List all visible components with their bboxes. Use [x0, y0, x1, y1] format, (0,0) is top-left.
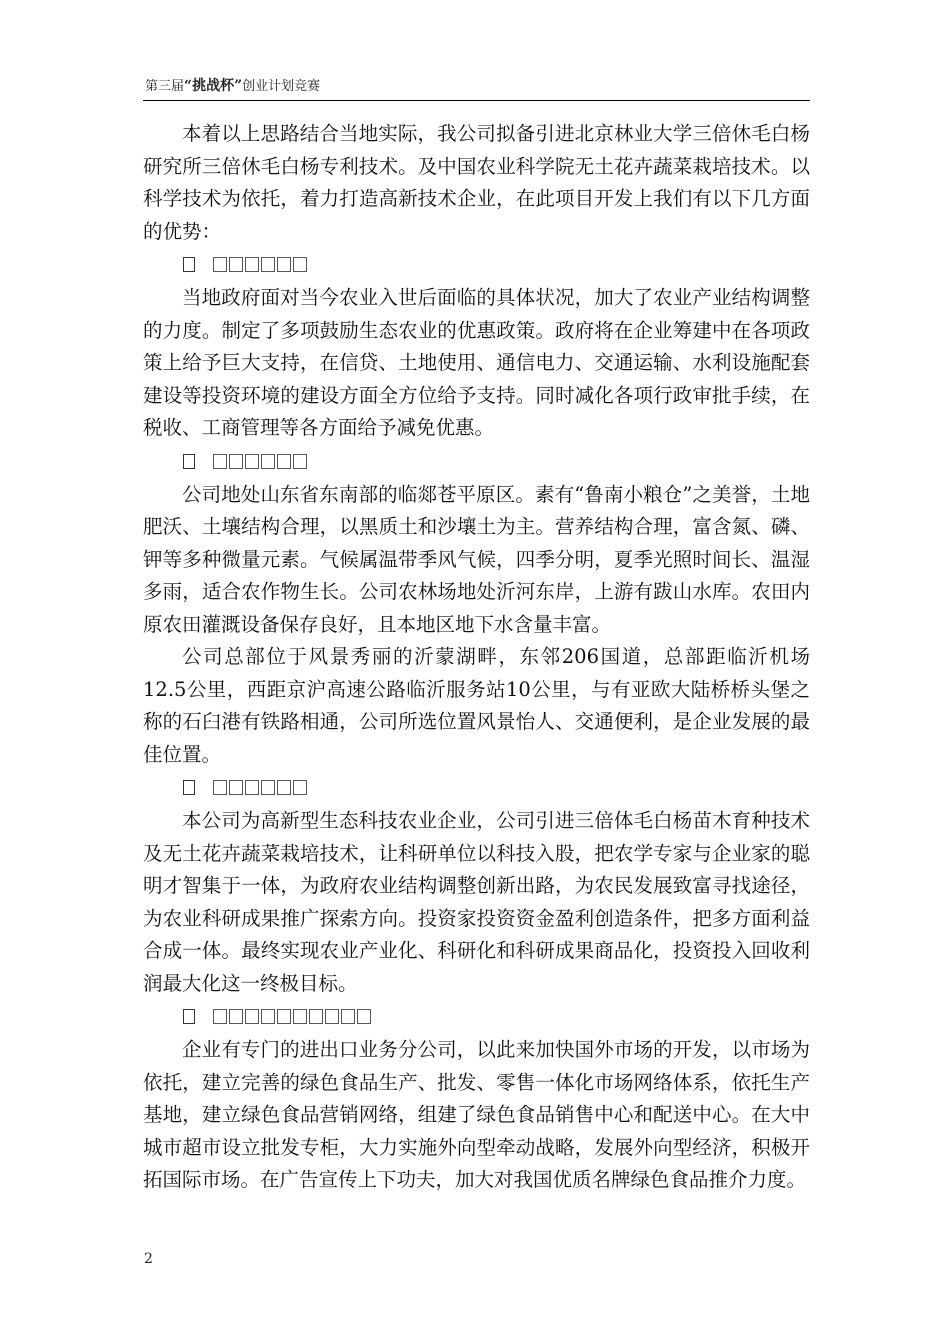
paragraph-technology: 本公司为高新型生态科技农业企业，公司引进三倍体毛白杨苗木育种技术及无土花卉蔬菜栽培技术，让科研单位以科技入股，把农学专家与企业家的聪明才智集于一体，为政府农业结构调整创新出路，为农民发展致富寻找途径，为农业科研成果推广探索方向。投资家投资资金盈利创造条件，把多方面利益合成一体。最终实现农业产业化、科研化和科研成果商品化，投资投入回收利润最大化这一终极目标。	[143, 809, 810, 995]
missing-glyph-box	[229, 1009, 243, 1024]
missing-glyph-box	[293, 780, 307, 795]
header-cup-name: “挑战杯”	[184, 78, 243, 94]
section-heading-policy	[143, 250, 810, 282]
missing-glyph-boxes	[213, 1010, 373, 1026]
section-heading-location	[143, 447, 810, 479]
missing-glyph-box	[245, 780, 259, 795]
missing-glyph-box	[245, 454, 259, 469]
missing-glyph-box	[245, 257, 259, 272]
missing-glyph-boxes	[213, 455, 309, 471]
missing-glyph-box	[293, 257, 307, 272]
missing-glyph-box	[293, 1009, 307, 1024]
missing-glyph-box	[357, 1009, 371, 1024]
missing-glyph-box	[277, 454, 291, 469]
page-number: 2	[144, 1251, 153, 1267]
bullet-box-icon	[183, 454, 195, 469]
header-title	[145, 78, 320, 95]
bullet-box-icon	[183, 257, 195, 272]
missing-glyph-box	[245, 1009, 259, 1024]
section-heading-market	[143, 1002, 810, 1034]
missing-glyph-box	[213, 780, 227, 795]
missing-glyph-box	[213, 454, 227, 469]
missing-glyph-box	[213, 1009, 227, 1024]
document-body	[143, 118, 810, 1197]
missing-glyph-box	[261, 454, 275, 469]
missing-glyph-box	[229, 257, 243, 272]
missing-glyph-box	[277, 1009, 291, 1024]
missing-glyph-box	[341, 1009, 355, 1024]
bullet-box-icon	[183, 780, 195, 795]
missing-glyph-box	[229, 780, 243, 795]
missing-glyph-boxes	[213, 781, 309, 797]
header-prefix: 第三届	[145, 79, 185, 94]
bullet-box-icon	[183, 1009, 195, 1024]
missing-glyph-boxes	[213, 258, 309, 274]
paragraph-transport: 公司总部位于风景秀丽的沂蒙湖畔，东邻206国道，总部距临沂机场 12.5公里，西距京沪高速公路临沂服务站10公里，与有亚欧大陆桥桥头堡之称的石臼港有铁路相通，公司所选位置风景怡人、交通便利，是企业发展的最佳位置。	[143, 645, 810, 766]
paragraph-intro: 本着以上思路结合当地实际，我公司拟备引进北京林业大学三倍休毛白杨研究所三倍休毛白杨专利技术。及中国农业科学院无土花卉蔬菜栽培技术。以科学技术为依托，着力打造高新技术企业，在此项目开发上我们有以下几方面的优势：	[143, 122, 810, 243]
missing-glyph-box	[261, 257, 275, 272]
missing-glyph-box	[213, 257, 227, 272]
missing-glyph-box	[261, 780, 275, 795]
header-suffix: 创业计划竞赛	[242, 79, 321, 94]
paragraph-market: 企业有专门的进出口业务分公司，以此来加快国外市场的开发，以市场为依托，建立完善的绿色食品生产、批发、零售一体化市场网络体系，依托生产基地，建立绿色食品营销网络，组建了绿色食品销售中心和配送中心。在大中城市超市设立批发专柜，大力实施外向型牵动战略，发展外向型经济，积极开拓国际市场。在广告宣传上下功夫，加大对我国优质名牌绿色食品推介力度。	[143, 1038, 810, 1191]
paragraph-location: 公司地处山东省东南部的临郯苍平原区。素有“鲁南小粮仓”之美誉，土地肥沃、土壤结构合理，以黑质土和沙壤土为主。营养结构合理，富含氮、磷、钾等多种微量元素。气候属温带季风气候，四季分明，夏季光照时间长、温湿多雨，适合农作物生长。公司农林场地处沂河东岸，上游有跋山水库。农田内原农田灌溉设备保存良好，且本地区地下水含量丰富。	[143, 482, 810, 636]
missing-glyph-box	[325, 1009, 339, 1024]
page-header	[143, 74, 810, 101]
paragraph-policy: 当地政府面对当今农业入世后面临的具体状况，加大了农业产业结构调整的力度。制定了多项鼓励生态农业的优惠政策。政府将在企业筹建中在各项政策上给予巨大支持，在信贷、土地使用、通信电力、交通运输、水利设施配套建设等投资环境的建设方面全方位给予支持。同时减化各项行政审批手续，在税收、工商管理等各方面给予减免优惠。	[143, 286, 810, 439]
missing-glyph-box	[293, 454, 307, 469]
missing-glyph-box	[229, 454, 243, 469]
missing-glyph-box	[277, 780, 291, 795]
missing-glyph-box	[277, 257, 291, 272]
missing-glyph-box	[261, 1009, 275, 1024]
missing-glyph-box	[309, 1009, 323, 1024]
section-heading-technology	[143, 773, 810, 805]
